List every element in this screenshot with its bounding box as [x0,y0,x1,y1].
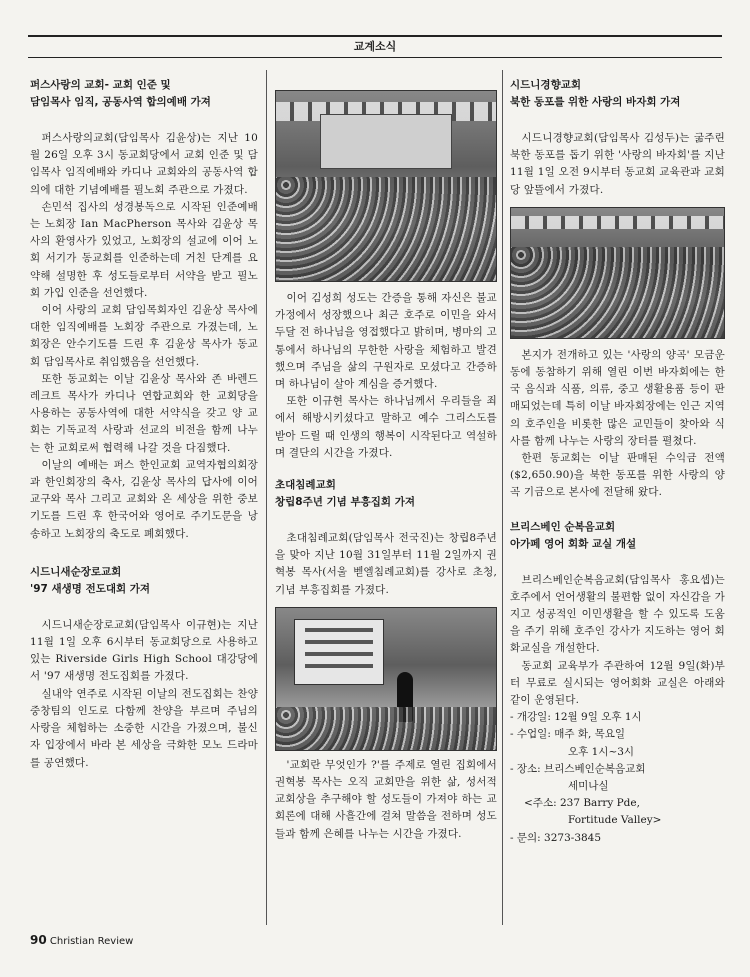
article-paragraph: 브리스베인순복음교회(담임목사 홍요셉)는 호주에서 언어생활의 불편함 없이 자신감을 가지고 성공적인 이민생활을 할 수 있도록 도움을 주기 위해 호주인 강사가 지도하는 영어 회화교실을 개설한다. [510,573,725,655]
article-title: 브리스베인 순복음교회 [510,520,616,533]
column-1 [30,78,258,772]
article-title: 시드니새순장로교회 [30,565,122,578]
info-line: <주소: 237 Barry Pde, [524,797,640,810]
event-photo-auditorium [275,90,497,282]
article-subtitle: 창립8주년 기념 부흥집회 가져 [275,496,415,509]
article-title: 초대침례교회 [275,479,336,492]
article-paragraph: 또한 동교회는 이날 김윤상 목사와 존 바렌드레크트 목사가 카디나 연합교회와 한 교회당을 사용하는 공동사역에 대한 서약식을 갖고 양 교회는 기독교적 사랑과 선교의 비전을 함께 나누는 한 교회로써 협력해 나갈 것을 다짐했다. [30,372,258,454]
article-title: 퍼스사랑의 교회- 교회 인준 및 [30,79,171,91]
event-photo-revival [275,607,497,751]
info-line: 세미나실 [568,780,609,793]
section-label: 교계소식 [28,35,722,58]
info-line: - 수업일: 매주 화, 목요일 [510,728,626,741]
column-divider [266,70,267,925]
column-3 [510,78,725,847]
article-paragraph: 초대침례교회(담임목사 전국진)는 창립8주년을 맞아 지난 10월 31일부터 11월 2일까지 권혁봉 목사(서울 벧엘침례교회)를 강사로 초청, 기념 부흥집회를 가졌다. [275,532,497,596]
page-footer [30,933,133,947]
article-paragraph: 이날의 예배는 퍼스 한인교회 교역자협의회장과 한인회장의 축사, 김윤상 목사의 답사에 이어 교구와 목사 그리고 교회와 온 세상을 위한 중보기도를 드린 후 한국어와 영어로 주기도문을 낭송하고 노회장의 축도로 폐회했다. [30,458,258,540]
article-paragraph: 이어 사랑의 교회 담임목회자인 김윤상 목사에 대한 임직예배를 노회장 주관으로 가졌는데, 노회장은 안수기도를 드린 후 김윤상 목사가 동교회 담임목사로 취임했음을 선언했다. [30,304,258,368]
info-line: - 개강일: 12월 9일 오후 1시 [510,711,642,724]
event-photo-bazaar [510,207,725,339]
article-paragraph: 이어 김성희 성도는 간증을 통해 자신은 불교가정에서 성장했으나 최근 호주로 이민을 와서 두달 전 하나님을 영접했다고 밝히며, 병마의 고통에서 하나님의 무한한 사랑을 체험하고 발견했으며 주님을 삶의 구원자로 모셨다고 간증하며 하나님이 살아 계심을 증거했다. [275,292,497,391]
article-subtitle: '97 새생명 전도대회 가져 [30,582,151,595]
article-subtitle: 아가페 영어 회화 교실 개설 [510,537,637,550]
article-paragraph: 또한 이규현 목사는 하나님께서 우리들을 죄에서 해방시키셨다고 말하고 예수 그리스도를 받아 드릴 때 인생의 행복이 시작된다고 역설하며 결단의 시간을 가졌다. [275,395,497,459]
page-number: 90 [30,933,47,947]
article-paragraph: 시드니경향교회(담임목사 김성두)는 굶주린 북한 동포를 돕기 위한 '사랑의 바자회'를 지난 11월 1일 오전 9시부터 동교회 교육관과 교회당 앞뜰에서 가졌다. [510,132,725,196]
article-paragraph: 실내악 연주로 시작된 이날의 전도집회는 찬양 중창팀의 인도로 다함께 찬양을 부르며 주님의 사랑을 체험하는 소중한 시간을 가졌으며, 불신자 입장에서 바라 본 세상을 극화한 모노 드라마를 공연했다. [30,687,258,769]
article-subtitle: 북한 동포를 위한 사랑의 바자회 가져 [510,96,681,108]
article-paragraph: 본지가 전개하고 있는 '사랑의 양곡' 모금운동에 동참하기 위해 열린 이번 바자회에는 한국 음식과 식품, 의류, 중고 생활용품 등이 판매되었는데 특히 이날 바자회장에는 인근 지역의 호주인을 비롯한 많은 교민들이 찾아와 식사를 함께 나누는 사랑의 장터를 펼쳤다. [510,348,725,447]
article-title: 시드니경향교회 [510,79,582,91]
article-paragraph: 한편 동교회는 이날 판매된 수익금 전액($2,650.90)을 북한 동포를 위한 사랑의 양곡 기금으로 본사에 전달해 왔다. [510,452,725,499]
publication-name: Christian Review [49,936,134,947]
column-divider [502,70,503,925]
info-line: - 문의: 3273-3845 [510,831,602,844]
column-2 [275,84,497,843]
info-line: - 장소: 브리스베인순복음교회 [510,762,646,775]
info-line: Fortitude Valley> [568,814,662,827]
article-paragraph: 손민석 집사의 성경봉독으로 시작된 인준예배는 노회장 Ian MacPherson 목사와 김윤상 목사의 환영사가 있었고, 노회장의 설교에 이어 노회 서기가 동교회를 인준하는데 거친 단계를 요약해 설명한 후 성도들로부터 서약을 받고 필노회 가입 인준을 선언했다. [30,200,258,299]
info-line: 오후 1시~3시 [568,745,635,758]
article-paragraph: '교회란 무엇인가 ?'를 주제로 열린 집회에서 권혁봉 목사는 오직 교회만을 위한 삶, 성서적 교회상을 추구해야 할 성도들이 가져야 하는 교회론에 대해 사흘간에 걸쳐 말씀을 전하며 성도들과 함께 은혜를 나누는 시간을 가졌다. [275,758,497,840]
article-paragraph: 동교회 교육부가 주관하여 12월 9일(화)부터 무료로 실시되는 영어회화 교실은 아래와 같이 운영된다. [510,659,725,707]
article-paragraph: 시드니새순장로교회(담임목사 이규현)는 지난 11월 1일 오후 6시부터 동교회당으로 사용하고 있는 Riverside Girls High School 대강당에서 '97 새생명 전도집회를 가졌다. [30,618,258,683]
article-subtitle: 담임목사 임직, 공동사역 합의예배 가져 [30,96,211,108]
article-paragraph: 퍼스사랑의교회(담임목사 김윤상)는 지난 10월 26일 오후 3시 동교회당에서 교회 인준 및 담임목사 임직예배와 카디나 교회와의 공동사역 합의에 대한 기념예배를 필노회 주관으로 가졌다. [30,132,258,196]
